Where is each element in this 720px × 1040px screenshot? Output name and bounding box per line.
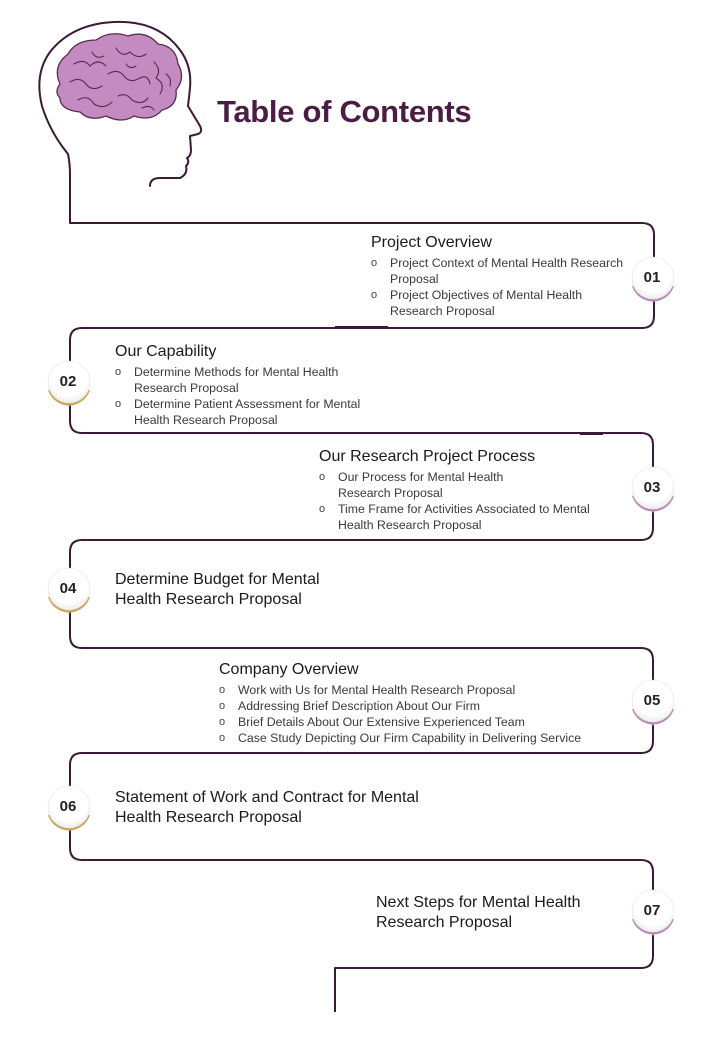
section-number-badge-05: 05 xyxy=(629,679,679,729)
section-number-badge-06: 06 xyxy=(45,785,95,835)
list-item: o Time Frame for Activities Associated to Mental Health Research Proposal xyxy=(319,502,590,532)
section-title: Determine Budget for Mental Health Research Proposal xyxy=(115,571,320,608)
section-title: Project Overview xyxy=(371,234,492,251)
page-title: Table of Contents xyxy=(217,94,472,129)
list-item: o Project Context of Mental Health Research Proposal xyxy=(371,256,624,286)
section-item-list xyxy=(115,364,385,428)
list-item: o Our Process for Mental Health Research Proposal xyxy=(319,470,504,500)
toc-section-04 xyxy=(115,570,355,612)
list-item: o Brief Details About Our Extensive Experienced Team xyxy=(219,715,525,729)
list-item: o Determine Patient Assessment for Mental Health Research Proposal xyxy=(115,397,361,427)
toc-section-06 xyxy=(115,788,460,830)
list-item: o Addressing Brief Description About Our Firm xyxy=(219,699,480,713)
list-item: o Work with Us for Mental Health Research Proposal xyxy=(219,683,516,697)
section-title: Next Steps for Mental Health Research Proposal xyxy=(376,894,581,931)
list-item: o Case Study Depicting Our Firm Capability in Delivering Service xyxy=(219,731,582,745)
head-with-brain-icon xyxy=(30,14,230,214)
section-title: Our Capability xyxy=(115,343,217,360)
section-title: Our Research Project Process xyxy=(319,448,536,465)
section-item-list xyxy=(219,682,619,746)
list-item: o Project Objectives of Mental Health Research Proposal xyxy=(371,288,583,318)
section-number-badge-01: 01 xyxy=(629,256,679,306)
list-item: o Determine Methods for Mental Health Research Proposal xyxy=(115,365,339,395)
section-item-list xyxy=(371,255,631,319)
toc-section-05 xyxy=(219,660,619,746)
section-title: Statement of Work and Contract for Mental Health Research Proposal xyxy=(115,789,419,826)
section-number-badge-03: 03 xyxy=(629,466,679,516)
toc-section-07 xyxy=(376,893,606,935)
section-title: Company Overview xyxy=(219,661,359,678)
section-number-badge-02: 02 xyxy=(45,360,95,410)
toc-section-03 xyxy=(319,447,619,533)
section-number-badge-04: 04 xyxy=(45,567,95,617)
toc-section-01 xyxy=(371,233,631,319)
section-item-list xyxy=(319,469,619,533)
section-number-badge-07: 07 xyxy=(629,889,679,939)
toc-section-02 xyxy=(115,342,385,428)
